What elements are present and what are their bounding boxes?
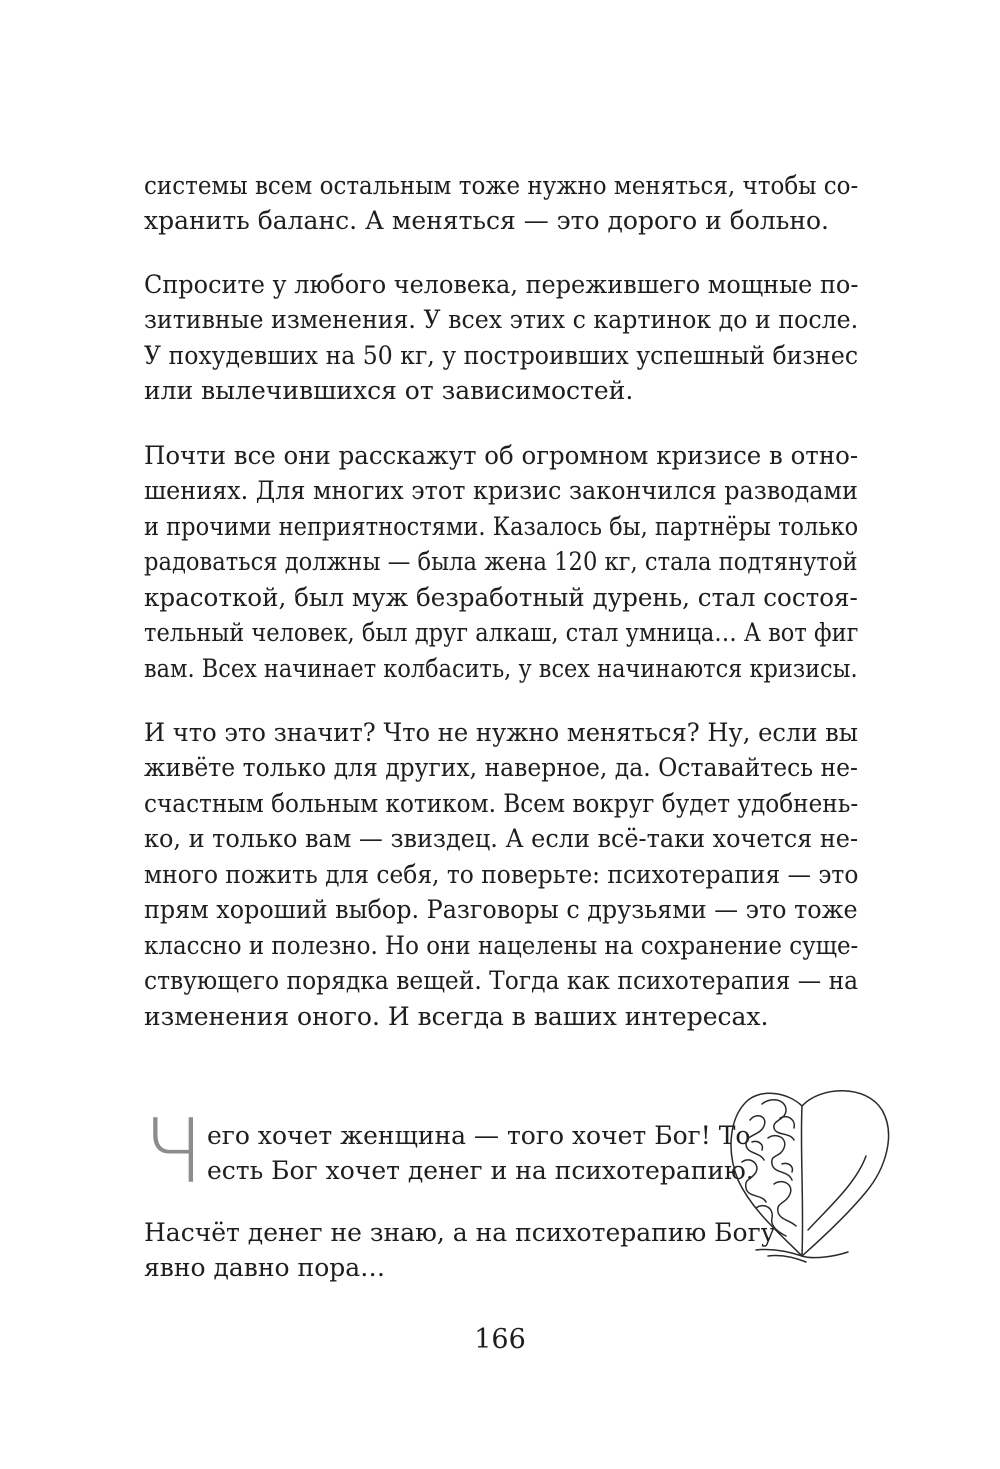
quote-line: есть Бог хочет денег и на психотерапию. [207,1156,754,1185]
body-line: хранить баланс. А меняться — это дорого и больно. [144,206,829,235]
body-line: или вылечившихся от зависимостей. [144,376,634,405]
quote-followup-line: явно давно пора… [144,1253,386,1282]
body-line: шениях. Для многих этот кризис закончился разводами [144,476,858,505]
page-number: 166 [474,1324,526,1355]
body-line: радоваться должны — была жена 120 кг, стала подтянутой [144,547,858,576]
body-line: классно и полезно. Но они нацелены на сохранение суще- [144,931,859,960]
body-line: много пожить для себя, то поверьте: психотерапия — это [144,860,859,889]
brain-heart-line-drawing-icon [716,1080,896,1265]
body-line: ко, и только вам — звиздец. А если всё-таки хочется не- [144,824,859,853]
body-line: прям хороший выбор. Разговоры с друзьями — это тоже [144,895,858,924]
quote-dropcap: Ч [143,1100,204,1203]
body-line: Спросите у любого человека, пережившего мощные по- [144,270,859,299]
quote-followup-line: Насчёт денег не знаю, а на психотерапию Богу [144,1218,776,1247]
body-line: И что это значит? Что не нужно меняться? Ну, если вы [144,718,859,747]
body-line: счастным больным котиком. Всем вокруг будет удобнень- [144,789,859,818]
body-line: У похудевших на 50 кг, у построивших успешный бизнес [144,341,859,370]
body-line: живёте только для других, наверное, да. Оставайтесь не- [144,753,858,782]
body-line: зитивные изменения. У всех этих с картинок до и после. [144,305,859,334]
body-line: красоткой, был муж безработный дурень, стал состоя- [144,583,858,612]
body-line: тельный человек, был друг алкаш, стал умница… А вот фиг [144,618,859,647]
body-line: системы всем остальным тоже нужно меняться, чтобы со- [144,171,859,200]
quote-line: его хочет женщина — того хочет Бог! То [207,1121,751,1150]
body-line: ствующего порядка вещей. Тогда как психотерапия — на [144,966,859,995]
body-line: и прочими неприятностями. Казалось бы, партнёры только [144,512,859,541]
body-line: вам. Всех начинает колбасить, у всех начинаются кризисы. [144,654,858,683]
body-line: Почти все они расскажут об огромном кризисе в отно- [144,441,859,470]
body-line: изменения оного. И всегда в ваших интересах. [144,1002,769,1031]
